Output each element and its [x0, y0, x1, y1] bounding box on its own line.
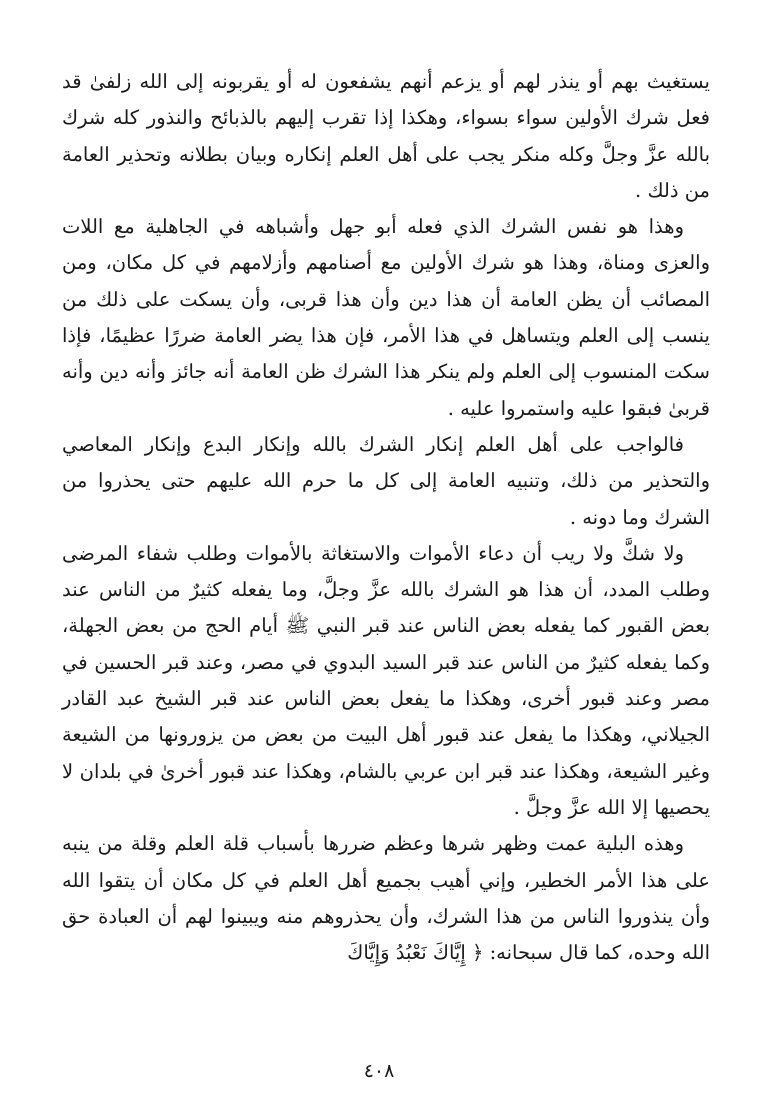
- page-number: ٤٠٨: [363, 1060, 395, 1082]
- paragraph-5: وهذه البلية عمت وظهر شرها وعظم ضررها بأسباب قلة العلم وقلة من ينبه على هذا الأمر الخطير، وإني أهيب بجميع أهل العلم في كل مكان أن يتقوا الله وأن ينذوروا الناس من هذا الشرك، وأن يحذروهم منه ويبينوا لهم أن العبادة حق الله وحده، كما قال سبحانه: ﴿ إِيَّاكَ نَعْبُدُ وَإِيَّاكَ: [62, 832, 710, 965]
- paragraph-2: وهذا هو نفس الشرك الذي فعله أبو جهل وأشباهه في الجاهلية مع اللات والعزى ومناة، وهذا هو شرك الأولين مع أصنامهم وأزلامهم في كل مكان، ومن المصائب أن يظن العامة أن هذا دين وأن هذا قربى، وأن يسكت على ذلك من ينسب إلى العلم ويتساهل في هذا الأمر، فإن هذا يضر العامة ضررًا عظيمًا، فإذا سكت المنسوب إلى العلم ولم ينكر هذا الشرك ظن العامة أنه جائز وأنه دين وأنه قربىٰ فبقوا عليه واستمروا عليه .: [62, 215, 710, 420]
- body-text: [62, 64, 710, 971]
- paragraph-3: فالواجب على أهل العلم إنكار الشرك بالله وإنكار البدع وإنكار المعاصي والتحذير من ذلك، وتنبيه العامة إلى كل ما حرم الله عليهم حتى يحذروا من الشرك وما دونه .: [62, 432, 710, 529]
- paragraph-1: يستغيث بهم أو ينذر لهم أو يزعم أنهم يشفعون له أو يقربونه إلى الله زلفىٰ قد فعل شرك الأولين سواء بسواء، وهكذا إذا تقرب إليهم بالذبائح والنذور كله شرك بالله عزَّ وجلَّ وكله منكر يجب على أهل العلم إنكاره وبيان بطلانه وتحذير العامة من ذلك .: [62, 70, 710, 202]
- paragraph-4: ولا شكَّ ولا ريب أن دعاء الأموات والاستغاثة بالأموات وطلب شفاء المرضى وطلب المدد، أن هذا هو الشرك بالله عزَّ وجلَّ، وما يفعله كثيرٌ من الناس عند بعض القبور كما يفعله بعض الناس عند قبر النبي ﷺ أيام الحج من بعض الجهلة، وكما يفعله كثيرٌ من الناس عند قبر السيد البدوي في مصر، وعند قبر الحسين في مصر وعند قبور أخرى، وهكذا ما يفعل بعض الناس عند قبر الشيخ عبد القادر الجيلاني، وهكذا ما يفعل عند قبور أهل البيت من بعض من يزورونها من الشيعة وغير الشيعة، وهكذا عند قبر ابن عربي بالشام، وهكذا عند قبور أخرىٰ في بلدان لا يحصيها إلا الله عزَّ وجلَّ .: [62, 541, 710, 819]
